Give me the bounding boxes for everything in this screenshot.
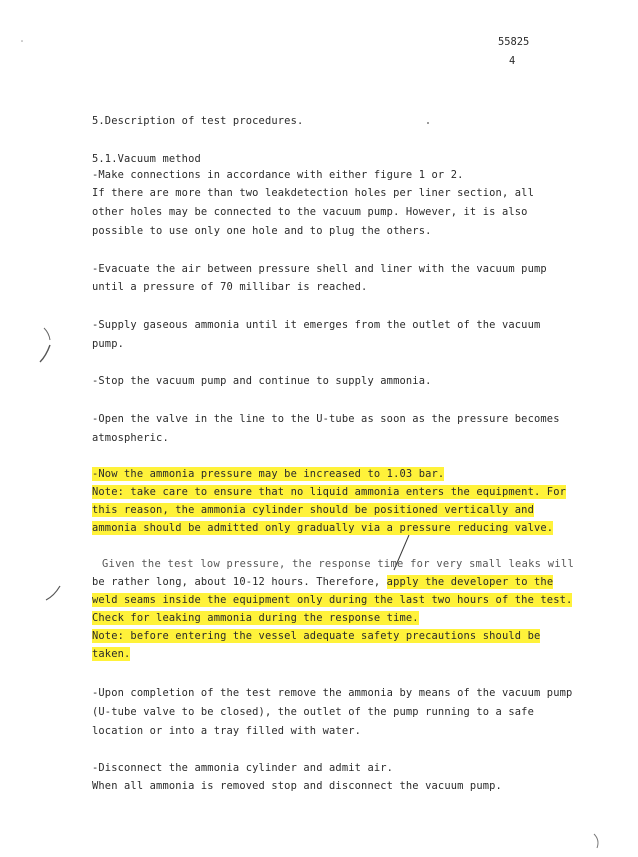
text-line: possible to use only one hole and to plug the others. [92,225,432,237]
highlight: apply the developer to the [386,576,554,588]
highlight: this reason, the ammonia cylinder should be positioned vertically and [92,504,534,516]
highlight: taken. [92,648,131,660]
text-line: -Disconnect the ammonia cylinder and admit air. [92,762,394,774]
text-line: -Stop the vacuum pump and continue to supply ammonia. [92,375,432,387]
text-line: -Evacuate the air between pressure shell and liner with the vacuum pump [92,263,547,275]
text-line: (U-tube valve to be closed), the outlet of the pump running to a safe [92,706,534,718]
highlighted-line [92,485,566,499]
text-line: atmospheric. [92,432,169,444]
text-fragment: be rather long, about 10-12 hours. Therefore, [92,576,387,588]
subsection-title: 5.1.Vacuum method [92,153,201,165]
text-line: other holes may be connected to the vacuum pump. However, it is also [92,206,528,218]
text-line: -Upon completion of the test remove the ammonia by means of the vacuum pump [92,687,573,699]
highlighted-line [92,503,534,517]
highlight: Note: take care to ensure that no liquid ammonia enters the equipment. For [92,486,567,498]
highlight: ammonia should be admitted only gradually via a pressure reducing valve. [92,522,554,534]
page-number: 4 [509,55,516,67]
text-line: -Open the valve in the line to the U-tube as soon as the pressure becomes [92,413,560,425]
text-line: until a pressure of 70 millibar is reached. [92,281,368,293]
text-line: location or into a tray filled with water. [92,725,362,737]
highlighted-line [92,611,419,625]
highlight: weld seams inside the equipment only during the last two hours of the test. [92,594,573,606]
highlighted-line [92,467,444,481]
text-line: -Make connections in accordance with either figure 1 or 2. [92,169,464,181]
highlighted-line [92,647,130,661]
text-line [92,575,553,589]
text-line: -Supply gaseous ammonia until it emerges from the outlet of the vacuum [92,319,541,331]
highlighted-line [92,629,540,643]
section-title: 5.Description of test procedures. [92,115,304,127]
highlighted-line [92,521,553,535]
text-line: When all ammonia is removed stop and disconnect the vacuum pump. [92,780,502,792]
highlight: Check for leaking ammonia during the response time. [92,612,419,624]
text-line: Given the test low pressure, the response time for very small leaks will [102,558,575,570]
text-line: If there are more than two leakdetection holes per liner section, all [92,187,534,199]
text-line: pump. [92,338,125,350]
document-number: 55825 [498,36,530,48]
highlighted-line [92,593,572,607]
highlight: Note: before entering the vessel adequate safety precautions should be [92,630,541,642]
highlight: -Now the ammonia pressure may be increased to 1.03 bar. [92,468,445,480]
